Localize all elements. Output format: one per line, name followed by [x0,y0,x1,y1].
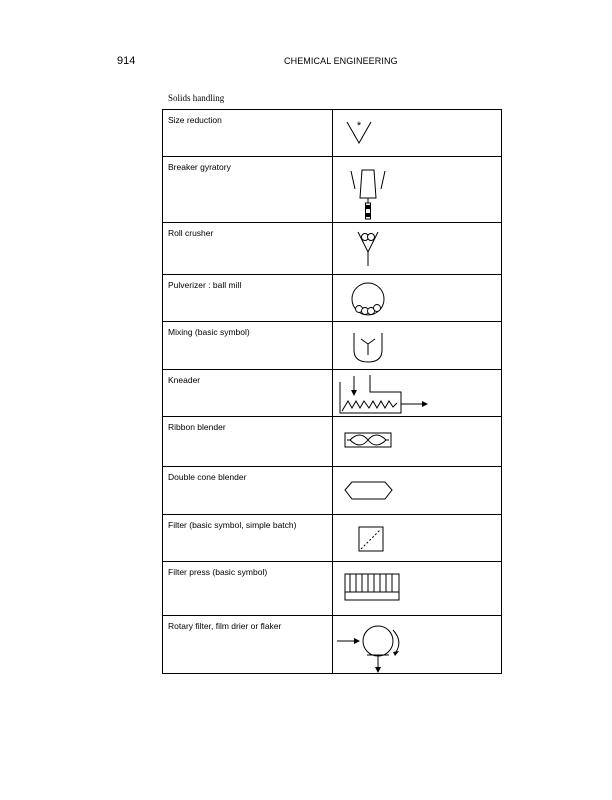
row-label: Roll crusher [168,228,214,238]
symbol-cell [333,223,502,275]
mixer-symbol [333,322,503,370]
row-label: Filter (basic symbol, simple batch) [168,520,297,530]
label-cell [163,223,333,275]
symbol-cell [333,562,502,616]
label-cell [163,110,333,157]
symbol-cell [333,616,502,674]
symbol-cell [333,370,502,417]
table-row [163,275,502,322]
svg-text:*: * [356,120,362,132]
row-label: Pulverizer : ball mill [168,280,242,290]
label-cell [163,157,333,223]
row-label: Kneader [168,375,201,385]
symbol-cell [333,275,502,322]
table-row [163,110,502,157]
symbol-cell [333,157,502,223]
row-label: Size reduction [168,115,222,125]
double-cone-blender-symbol [333,467,503,515]
kneader-symbol [333,370,503,417]
roll-crusher-symbol [333,223,503,275]
filter-symbol [333,515,503,562]
size-reduction-symbol [333,110,503,157]
label-cell [163,515,333,562]
label-cell [163,322,333,370]
row-label: Breaker gyratory [168,162,231,172]
table-row [163,515,502,562]
table-row [163,417,502,467]
label-cell [163,275,333,322]
table-row [163,562,502,616]
ball-mill-symbol [333,275,503,322]
label-cell [163,562,333,616]
row-label: Double cone blender [168,472,247,482]
symbol-cell [333,322,502,370]
symbol-cell [333,417,502,467]
table-row [163,467,502,515]
breaker-gyratory-symbol [333,157,503,223]
table-row [163,370,502,417]
symbol-cell [333,467,502,515]
symbol-table [162,109,502,674]
label-cell [163,417,333,467]
label-cell [163,370,333,417]
rotary-filter-symbol [333,616,503,674]
symbol-cell [333,110,502,157]
label-cell [163,616,333,674]
row-label: Ribbon blender [168,422,226,432]
row-label: Filter press (basic symbol) [168,567,268,577]
page-number: 914 [117,55,136,67]
running-title: CHEMICAL ENGINEERING [284,56,398,66]
row-label: Rotary filter, film drier or flaker [168,621,282,631]
symbol-cell [333,515,502,562]
table-row [163,616,502,674]
filter-press-symbol [333,562,503,616]
label-cell [163,467,333,515]
row-label: Mixing (basic symbol) [168,327,250,337]
table-row [163,223,502,275]
table-row [163,157,502,223]
section-title: Solids handling [168,93,225,103]
ribbon-blender-symbol [333,417,503,467]
table-row [163,322,502,370]
